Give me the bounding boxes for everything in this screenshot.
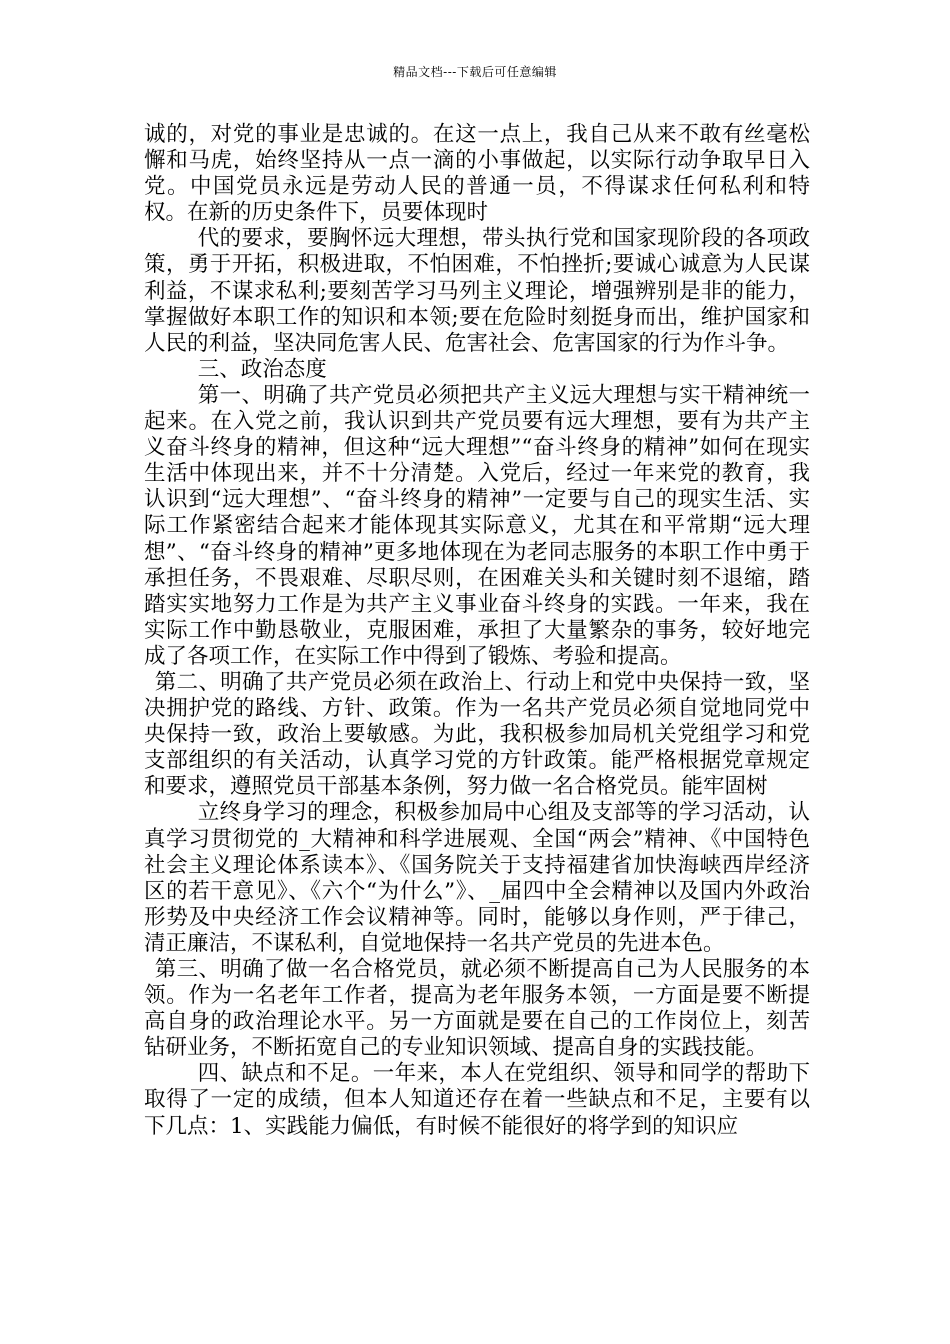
paragraph-2: 代的要求，要胸怀远大理想，带头执行党和国家现阶段的各项政策，勇于开拓，积极进取，不怕困难，不怕挫折;要诚心诚意为人民谋利益，不谋求私利;要刻苦学习马列主义理论，增强辨别是非的能力，掌握做好本职工作的知识和本领;要在危险时刻挺身而出，维护国家和人民的利益，坚决同危害人民、危害社会、危害国家的行为作斗争。 (144, 226, 810, 356)
paragraph-1: 诚的，对党的事业是忠诚的。在这一点上，我自己从来不敢有丝毫松懈和马虎，始终坚持从一点一滴的小事做起，以实际行动争取早日入党。中国党员永远是劳动人民的普通一员，不得谋求任何私利和特权。在新的历史条件下，员要体现时 (144, 122, 810, 226)
paragraph-first-point: 第一、明确了共产党员必须把共产主义远大理想与实干精神统一起来。在入党之前，我认识到共产党员要有远大理想，要有为共产主义奋斗终身的精神，但这种“远大理想”“奋斗终身的精神”如何在现实生活中体现出来，并不十分清楚。入党后，经过一年来党的教育，我认识到“远大理想”、“奋斗终身的精神”一定要与自己的现实生活、实际工作紧密结合起来才能体现其实际意义，尤其在和平常期“远大理想”、“奋斗终身的精神”更多地体现在为老同志服务的本职工作中勇于承担任务，不畏艰难、尽职尽则，在困难关头和关键时刻不退缩，踏踏实实地努力工作是为共产主义事业奋斗终身的实践。一年来，我在实际工作中勤恳敬业，克服困难，承担了大量繁杂的事务，较好地完成了各项工作，在实际工作中得到了锻炼、考验和提高。 (144, 382, 810, 669)
section-heading-shortcomings: 四、缺点和不足。一年来，本人在党组织、领导和同学的帮助下取得了一定的成绩，但本人知道还存在着一些缺点和不足，主要有以下几点：1、实践能力偏低，有时候不能很好的将学到的知识应 (144, 1061, 810, 1139)
document-body (144, 122, 810, 1140)
paragraph-lifelong-learning: 立终身学习的理念，积极参加局中心组及支部等的学习活动，认真学习贯彻党的_大精神和科学进展观、全国“两会”精神、《中国特色社会主义理论体系读本》、《国务院关于支持福建省加快海峡西岸经济区的若干意见》、《六个“为什么”》、_届四中全会精神以及国内外政治形势及中央经济工作会议精神等。同时，能够以身作则，严于律己，清正廉洁，不谋私利，自觉地保持一名共产党员的先进本色。 (144, 800, 810, 956)
section-heading-political-attitude: 三、政治态度 (197, 356, 327, 382)
paragraph-third-point: 第三、明确了做一名合格党员，就必须不断提高自己为人民服务的本领。作为一名老年工作者，提高为老年服务本领，一方面是要不断提高自身的政治理论水平。另一方面就是要在自己的工作岗位上，刻苦钻研业务，不断拓宽自己的专业知识领域、提高自身的实践技能。 (144, 957, 810, 1061)
page-header: 精品文档---下载后可任意编辑 (393, 65, 557, 79)
paragraph-second-point: 第二、明确了共产党员必须在政治上、行动上和党中央保持一致，坚决拥护党的路线、方针、政策。作为一名共产党员必须自觉地同党中央保持一致，政治上要敏感。为此，我积极参加局机关党组学习和党支部组织的有关活动，认真学习党的方针政策。能严格根据党章规定和要求，遵照党员干部基本条例，努力做一名合格党员。能牢固树 (144, 669, 810, 800)
